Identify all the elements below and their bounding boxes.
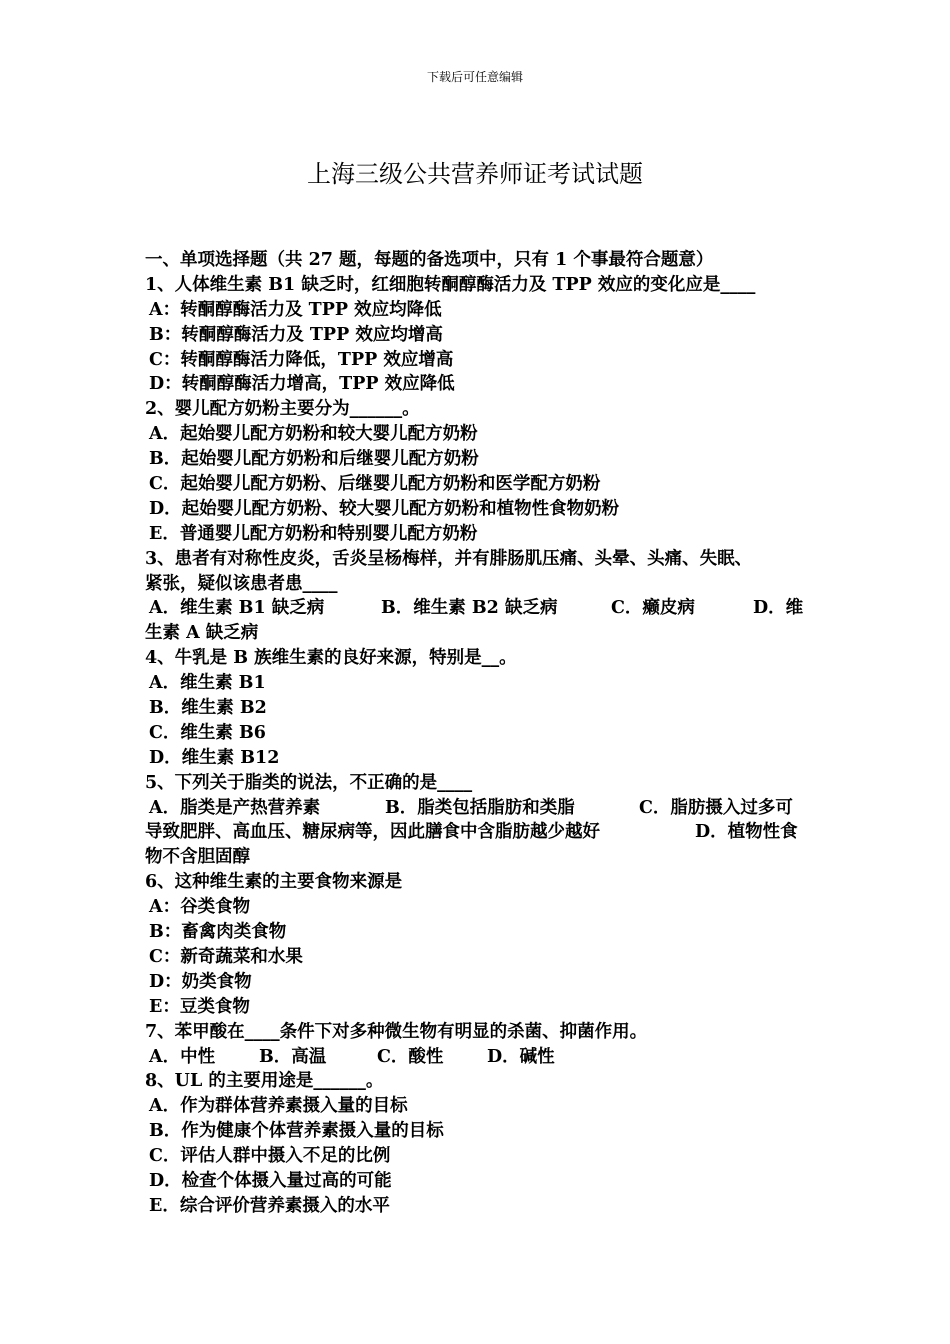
question-4-stem: 4、牛乳是 B 族维生素的良好来源，特别是__。 (145, 648, 517, 669)
page-title: 上海三级公共营养师证考试试题 (307, 160, 643, 188)
question-6-option-a: A：谷类食物 (149, 897, 251, 918)
question-3-option-b: B．维生素 B2 缺乏病 (381, 598, 558, 619)
question-8-option-b: B．作为健康个体营养素摄入量的目标 (149, 1121, 444, 1142)
question-6-option-d: D：奶类食物 (149, 971, 252, 992)
question-2-option-b: B．起始婴儿配方奶粉和后继婴儿配方奶粉 (149, 449, 479, 470)
question-8-option-d: D．检查个体摄入量过高的可能 (149, 1170, 392, 1191)
question-2-option-d: D．起始婴儿配方奶粉、较大婴儿配方奶粉和植物性食物奶粉 (149, 498, 620, 519)
question-5-option-d-part-2: 物不含胆固醇 (145, 847, 250, 868)
section-heading: 一、单项选择题（共 27 题，每题的备选项中，只有 1 个事最符合题意） (145, 250, 714, 270)
question-8-option-c: C．评估人群中摄入不足的比例 (149, 1146, 391, 1167)
question-5-option-b: B．脂类包括脂肪和类脂 (385, 797, 575, 818)
question-3-option-a: A．维生素 B1 缺乏病 (149, 598, 325, 619)
question-5-options-row (145, 796, 810, 821)
question-1-option-b: B：转酮醇酶活力及 TPP 效应均增高 (149, 324, 443, 345)
question-5-option-c-part-2: 导致肥胖、高血压、糖尿病等，因此膳食中含脂肪越少越好 (145, 822, 600, 843)
question-5-option-d-part-1: D．植物性食 (695, 822, 798, 843)
question-4-option-b: B．维生素 B2 (149, 698, 267, 719)
question-4-option-c: C．维生素 B6 (149, 722, 266, 743)
question-6-option-b: B：畜禽肉类食物 (149, 922, 287, 943)
question-1-option-c: C：转酮醇酶活力降低，TPP 效应增高 (149, 349, 454, 370)
question-6-option-e: E：豆类食物 (149, 996, 250, 1017)
question-3-stem-line-1: 3、患者有对称性皮炎，舌炎呈杨梅样，并有腓肠肌压痛、头晕、头痛、失眠、 (145, 548, 753, 569)
question-2-stem: 2、婴儿配方奶粉主要分为______。 (145, 399, 420, 420)
question-1-stem: 1、人体维生素 B1 缺乏时，红细胞转酮醇酶活力及 TPP 效应的变化应是____ (145, 274, 756, 295)
question-3-option-c: C．癞皮病 (611, 598, 695, 619)
question-5-option-c-part-1: C．脂肪摄入过多可 (639, 797, 793, 818)
question-1-option-a: A：转酮醇酶活力及 TPP 效应均降低 (149, 299, 442, 320)
question-6-option-c: C：新奇蔬菜和水果 (149, 946, 303, 967)
question-3-option-d-part-1: D．维 (753, 598, 804, 619)
question-7-stem: 7、苯甲酸在____条件下对多种微生物有明显的杀菌、抑菌作用。 (145, 1021, 648, 1042)
question-7-options-row (145, 1045, 810, 1070)
question-1-option-d: D：转酮醇酶活力增高，TPP 效应降低 (149, 374, 455, 395)
question-5-options-row-2 (145, 820, 810, 845)
question-8-option-e: E．综合评价营养素摄入的水平 (149, 1195, 390, 1216)
question-7-option-d: D．碱性 (487, 1046, 555, 1067)
document-body (145, 248, 810, 1219)
page-header: 下载后可任意编辑 (426, 70, 523, 84)
question-5-stem: 5、下列关于脂类的说法，不正确的是____ (145, 772, 473, 793)
question-3-stem-line-2: 紧张，疑似该患者患____ (145, 573, 338, 594)
question-6-stem: 6、这种维生素的主要食物来源是 (145, 872, 403, 893)
question-7-option-a: A．中性 (149, 1046, 216, 1067)
question-4-option-d: D．维生素 B12 (149, 747, 280, 768)
question-2-option-e: E．普通婴儿配方奶粉和特别婴儿配方奶粉 (149, 523, 478, 544)
question-8-option-a: A．作为群体营养素摄入量的目标 (149, 1096, 408, 1117)
question-8-stem: 8、UL 的主要用途是______。 (145, 1071, 384, 1092)
question-3-options-row (145, 596, 810, 621)
question-5-option-a: A．脂类是产热营养素 (149, 797, 321, 818)
question-4-option-a: A．维生素 B1 (149, 673, 266, 694)
question-2-option-c: C．起始婴儿配方奶粉、后继婴儿配方奶粉和医学配方奶粉 (149, 474, 601, 495)
question-7-option-b: B．高温 (259, 1046, 327, 1067)
question-7-option-c: C．酸性 (377, 1046, 444, 1067)
question-3-option-d-part-2: 生素 A 缺乏病 (145, 623, 259, 644)
question-2-option-a: A．起始婴儿配方奶粉和较大婴儿配方奶粉 (149, 424, 478, 445)
